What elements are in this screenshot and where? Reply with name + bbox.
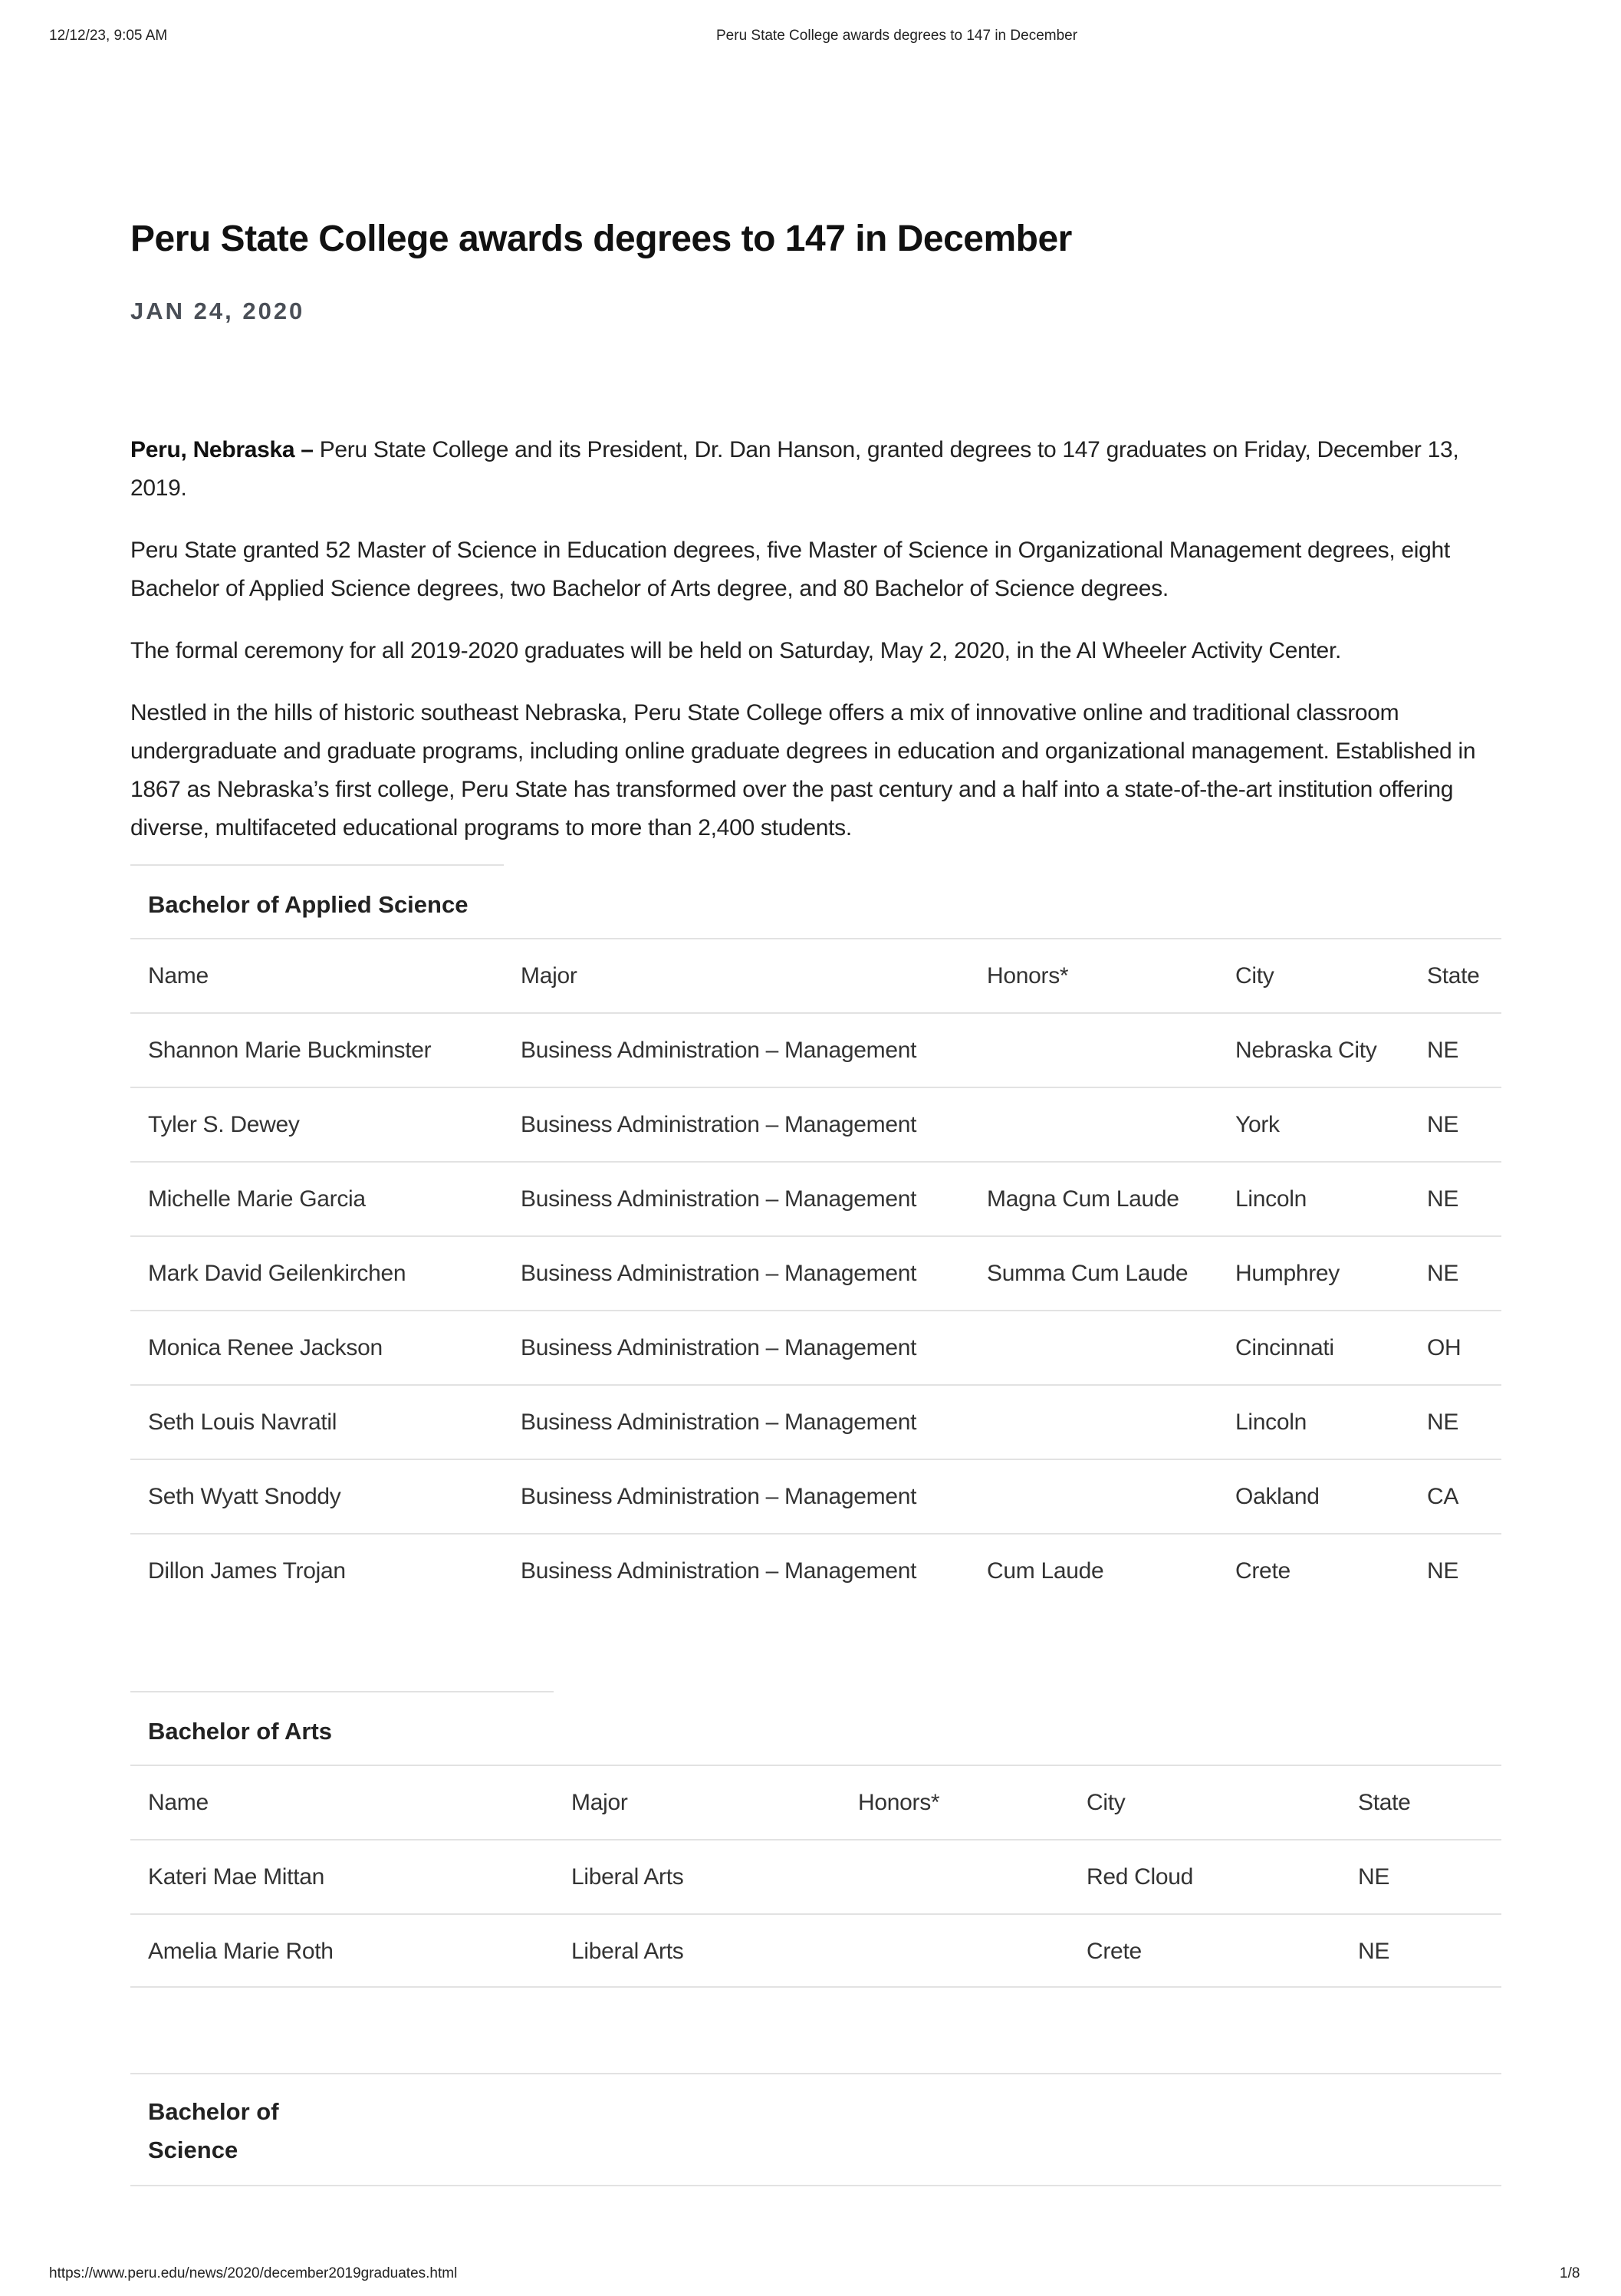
table-cell: Lincoln [1218,1385,1409,1459]
lead-paragraph [130,431,1501,508]
column-header: Major [503,939,969,1013]
table-row [130,1459,1501,1534]
column-header: Honors* [840,1765,1069,1840]
article-date: JAN 24, 2020 [130,298,305,324]
table-cell: Business Administration – Management [503,1311,969,1385]
table-cell: Nebraska City [1218,1013,1409,1087]
table-cell: NE [1409,1385,1501,1459]
paragraph: The formal ceremony for all 2019-2020 graduates will be held on Saturday, May 2, 2020, in the Al Wheeler Activity Center. [130,638,1342,663]
section-title-ba: Bachelor of Arts [148,1718,333,1745]
table-cell: NE [1409,1534,1501,1607]
table-row [130,1385,1501,1459]
table-row [130,1162,1501,1236]
table-row [130,1311,1501,1385]
table-cell: Kateri Mae Mittan [130,1840,554,1914]
column-header: Name [130,1765,554,1840]
print-url: https://www.peru.edu/news/2020/december2019graduates.html [49,2265,458,2281]
table-cell: Business Administration – Management [503,1534,969,1607]
table-cell: Seth Louis Navratil [130,1385,503,1459]
print-title: Peru State College awards degrees to 147 in December [716,28,1078,44]
paragraph: Peru State granted 52 Master of Science in Education degrees, five Master of Science in Organizational Management degrees, eight Bachelor of Applied Science degrees, two Bachelor of Arts degree, and 80 Bachelor of Science degrees. [130,538,1450,601]
print-datetime: 12/12/23, 9:05 AM [49,28,168,44]
table-cell: Business Administration – Management [503,1013,969,1087]
section-title-bs [148,2093,279,2169]
table-cell: CA [1409,1459,1501,1534]
bas-table [130,938,1501,1607]
table-cell: Liberal Arts [554,1914,840,1988]
table-cell: NE [1409,1162,1501,1236]
table-cell: Monica Renee Jackson [130,1311,503,1385]
divider [130,1986,1501,1988]
table-cell: NE [1409,1087,1501,1162]
table-cell: Michelle Marie Garcia [130,1162,503,1236]
table-cell: Business Administration – Management [503,1162,969,1236]
table-cell [840,1840,1069,1914]
paragraph: Nestled in the hills of historic southeast Nebraska, Peru State College offers a mix of innovative online and traditional classroom undergraduate and graduate programs, including online graduate degrees in education and organizational management. Established in 1867 as Nebraska’s first college, Peru State has transformed over the past century and a half into a state-of-the-art institution offering diverse, multifaceted educational programs to more than 2,400 students. [130,700,1476,840]
table-cell: Business Administration – Management [503,1459,969,1534]
table-cell: NE [1409,1013,1501,1087]
table-cell: York [1218,1087,1409,1162]
table-cell: Tyler S. Dewey [130,1087,503,1162]
table-cell [969,1013,1218,1087]
lead-text: Peru State College and its President, Dr. Dan Hanson, granted degrees to 147 graduates on Friday, December 13, 2019. [130,437,1459,501]
ba-table [130,1765,1501,1988]
divider [130,2185,1501,2186]
table-cell: Crete [1069,1914,1340,1988]
table-cell: NE [1340,1840,1501,1914]
table-cell [969,1087,1218,1162]
table-cell: Humphrey [1218,1236,1409,1311]
table-cell: Shannon Marie Buckminster [130,1013,503,1087]
column-header: City [1218,939,1409,1013]
table-cell: Liberal Arts [554,1840,840,1914]
table-cell: Cincinnati [1218,1311,1409,1385]
table-cell: Business Administration – Management [503,1236,969,1311]
table-cell: Lincoln [1218,1162,1409,1236]
table-row [130,1840,1501,1914]
column-header: State [1340,1765,1501,1840]
divider [130,1691,554,1692]
table-cell: Crete [1218,1534,1409,1607]
dateline: Peru, Nebraska – [130,437,314,462]
table-cell [969,1385,1218,1459]
page-title: Peru State College awards degrees to 147 in December [130,219,1072,259]
column-header: Name [130,939,503,1013]
page-number: 1/8 [1560,2265,1580,2281]
table-cell: Mark David Geilenkirchen [130,1236,503,1311]
table-cell: Red Cloud [1069,1840,1340,1914]
table-row [130,1236,1501,1311]
table-cell: NE [1340,1914,1501,1988]
column-header: City [1069,1765,1340,1840]
table-cell: NE [1409,1236,1501,1311]
article-body [130,431,1501,871]
table-header-row [130,939,1501,1013]
table-cell: Oakland [1218,1459,1409,1534]
table-cell: Magna Cum Laude [969,1162,1218,1236]
table-cell [969,1459,1218,1534]
divider [130,864,504,866]
table-row [130,1013,1501,1087]
table-row [130,1534,1501,1607]
section-title-line: Bachelor of [148,2098,279,2125]
table-cell: Business Administration – Management [503,1087,969,1162]
column-header: State [1409,939,1501,1013]
table-cell: Amelia Marie Roth [130,1914,554,1988]
divider [130,2073,1501,2074]
table-cell: Summa Cum Laude [969,1236,1218,1311]
section-title-bas: Bachelor of Applied Science [148,891,469,918]
table-cell [969,1311,1218,1385]
table-cell [840,1914,1069,1988]
table-header-row [130,1765,1501,1840]
column-header: Honors* [969,939,1218,1013]
table-cell: OH [1409,1311,1501,1385]
table-cell: Cum Laude [969,1534,1218,1607]
table-cell: Dillon James Trojan [130,1534,503,1607]
section-title-line: Science [148,2136,238,2163]
table-row [130,1914,1501,1988]
table-cell: Seth Wyatt Snoddy [130,1459,503,1534]
table-row [130,1087,1501,1162]
column-header: Major [554,1765,840,1840]
table-cell: Business Administration – Management [503,1385,969,1459]
